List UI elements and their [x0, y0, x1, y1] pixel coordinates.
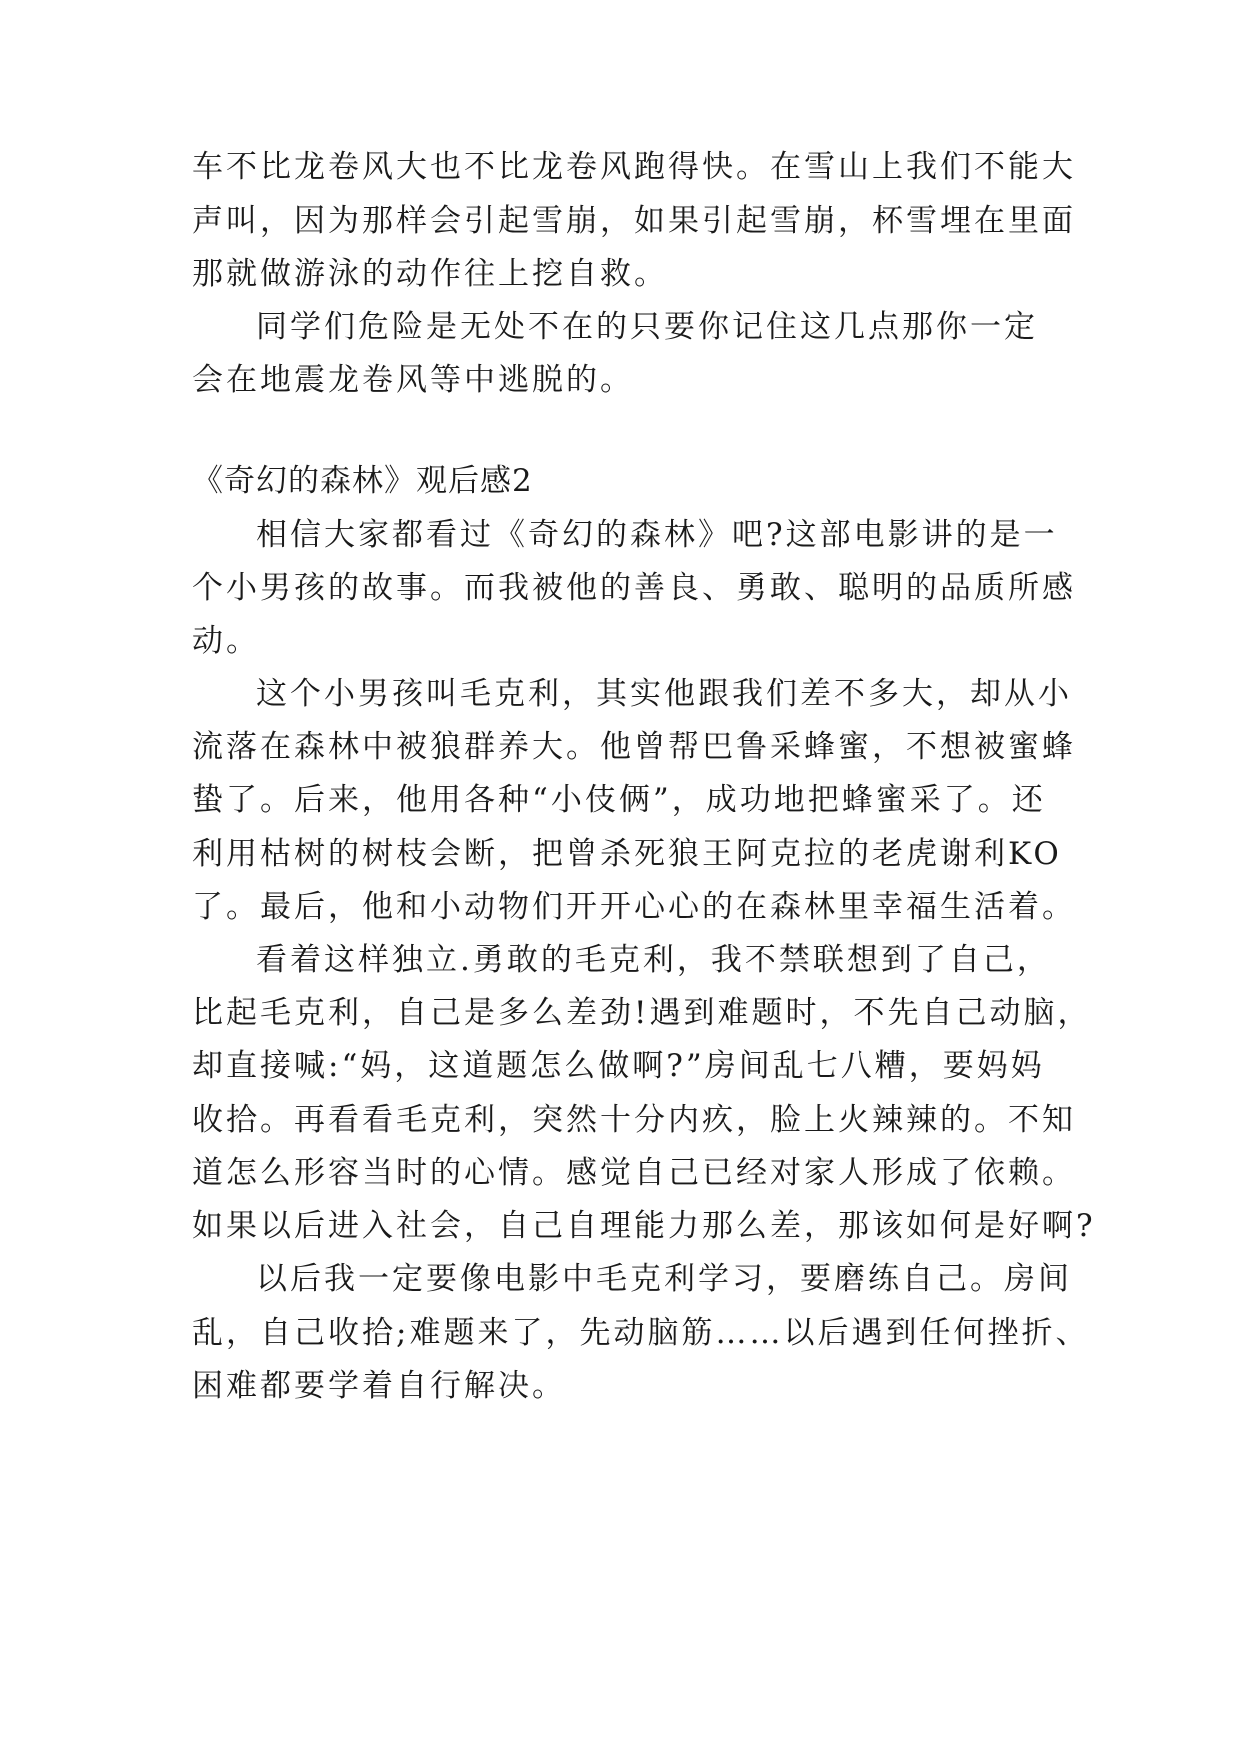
paragraph-line: 如果以后进入社会，自己自理能力那么差，那该如何是好啊? [192, 1208, 1096, 1244]
paragraph-line: 看着这样独立.勇敢的毛克利，我不禁联想到了自己， [256, 942, 1051, 978]
paragraph-line: 那就做游泳的动作往上挖自救。 [192, 256, 668, 292]
paragraph-line: 却直接喊:“妈，这道题怎么做啊?”房间乱七八糟，要妈妈 [192, 1048, 1045, 1084]
paragraph-line: 困难都要学着自行解决。 [192, 1368, 566, 1404]
paragraph-line: 这个小男孩叫毛克利，其实他跟我们差不多大，却从小 [256, 676, 1072, 712]
paragraph-line: 道怎么形容当时的心情。感觉自己已经对家人形成了依赖。 [192, 1155, 1076, 1191]
paragraph-line: 相信大家都看过《奇幻的森林》吧?这部电影讲的是一 [256, 517, 1058, 553]
paragraph-line: 动。 [192, 623, 260, 659]
paragraph-line: 会在地震龙卷风等中逃脱的。 [192, 362, 634, 398]
paragraph-line: 个小男孩的故事。而我被他的善良、勇敢、聪明的品质所感 [192, 570, 1076, 606]
paragraph-line: 乱，自己收拾;难题来了，先动脑筋……以后遇到任何挫折、 [192, 1315, 1090, 1351]
paragraph-line: 比起毛克利，自己是多么差劲!遇到难题时，不先自己动脑， [192, 995, 1092, 1031]
paragraph-line: 流落在森林中被狼群养大。他曾帮巴鲁采蜂蜜，不想被蜜蜂 [192, 729, 1076, 765]
paragraph-line: 收拾。再看看毛克利，突然十分内疚，脸上火辣辣的。不知 [192, 1102, 1076, 1138]
paragraph-line: 车不比龙卷风大也不比龙卷风跑得快。在雪山上我们不能大 [192, 149, 1076, 185]
paragraph-line: 声叫，因为那样会引起雪崩，如果引起雪崩，杯雪埋在里面 [192, 203, 1076, 239]
article-title: 《奇幻的森林》观后感2 [192, 463, 533, 499]
paragraph-line: 以后我一定要像电影中毛克利学习，要磨练自己。房间 [256, 1261, 1072, 1297]
paragraph-line: 同学们危险是无处不在的只要你记住这几点那你一定 [256, 309, 1038, 345]
paragraph-line: 利用枯树的树枝会断，把曾杀死狼王阿克拉的老虎谢利KO [192, 836, 1062, 872]
paragraph-line: 了。最后，他和小动物们开开心心的在森林里幸福生活着。 [192, 889, 1076, 925]
paragraph-line: 蛰了。后来，他用各种“小伎俩”，成功地把蜂蜜采了。还 [192, 782, 1046, 818]
